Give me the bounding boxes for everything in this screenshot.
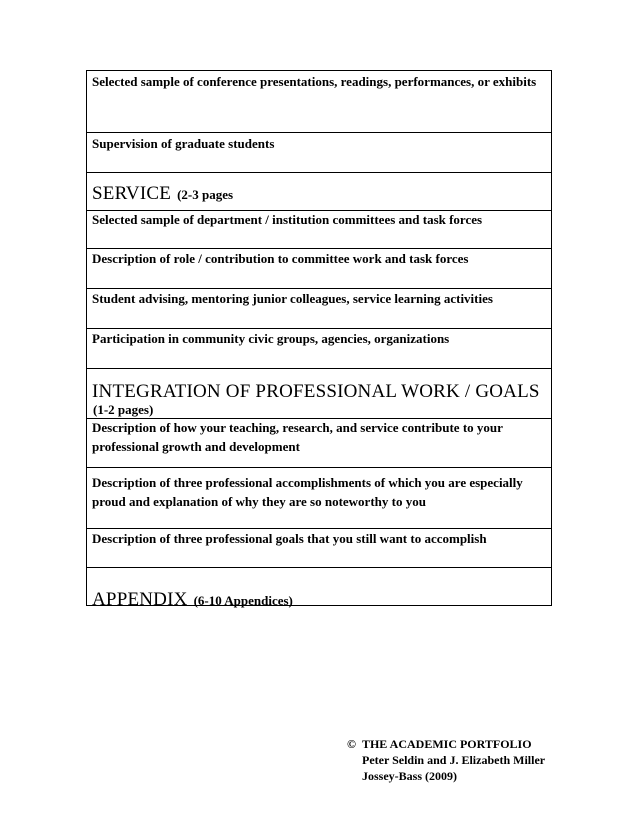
item-committees: Selected sample of department / institution committees and task forces [92, 212, 483, 227]
section-service-heading [92, 183, 233, 205]
item-conference-presentations: Selected sample of conference presentations, readings, performances, or exhibits [92, 74, 537, 89]
item-graduate-supervision: Supervision of graduate students [92, 136, 275, 151]
row-divider [86, 567, 552, 568]
row-divider [86, 172, 552, 173]
section-title: INTEGRATION OF PROFESSIONAL WORK / GOALS [92, 381, 540, 402]
item-community-participation: Participation in community civic groups, agencies, organizations [92, 331, 450, 346]
authors: Peter Seldin and J. Elizabeth Miller [362, 753, 546, 767]
section-integration-pages: (1-2 pages) [93, 402, 154, 417]
section-pages: (6-10 Appendices) [193, 593, 293, 608]
row-divider [86, 467, 552, 468]
item-professional-growth: Description of how your teaching, research, and service contribute to your professional growth and development [92, 420, 503, 454]
item-professional-goals: Description of three professional goals that you still want to accomplish [92, 531, 487, 546]
section-appendix-heading [92, 589, 293, 611]
publisher: Jossey-Bass (2009) [362, 769, 457, 783]
copyright-symbol: © [347, 737, 356, 751]
item-student-advising: Student advising, mentoring junior colleagues, service learning activities [92, 291, 493, 306]
credit-title-row [347, 736, 545, 752]
section-title: SERVICE [92, 183, 172, 204]
section-integration-heading [92, 381, 540, 403]
section-title: APPENDIX [92, 589, 188, 610]
section-pages: (2-3 pages [177, 187, 234, 202]
source-credit [347, 736, 545, 784]
book-title: THE ACADEMIC PORTFOLIO [361, 737, 532, 751]
row-divider [86, 368, 552, 369]
item-committee-role: Description of role / contribution to committee work and task forces [92, 251, 469, 266]
row-divider [86, 132, 552, 133]
item-accomplishments: Description of three professional accomplishments of which you are especially proud and explanation of why they are so noteworthy to you [92, 475, 523, 509]
